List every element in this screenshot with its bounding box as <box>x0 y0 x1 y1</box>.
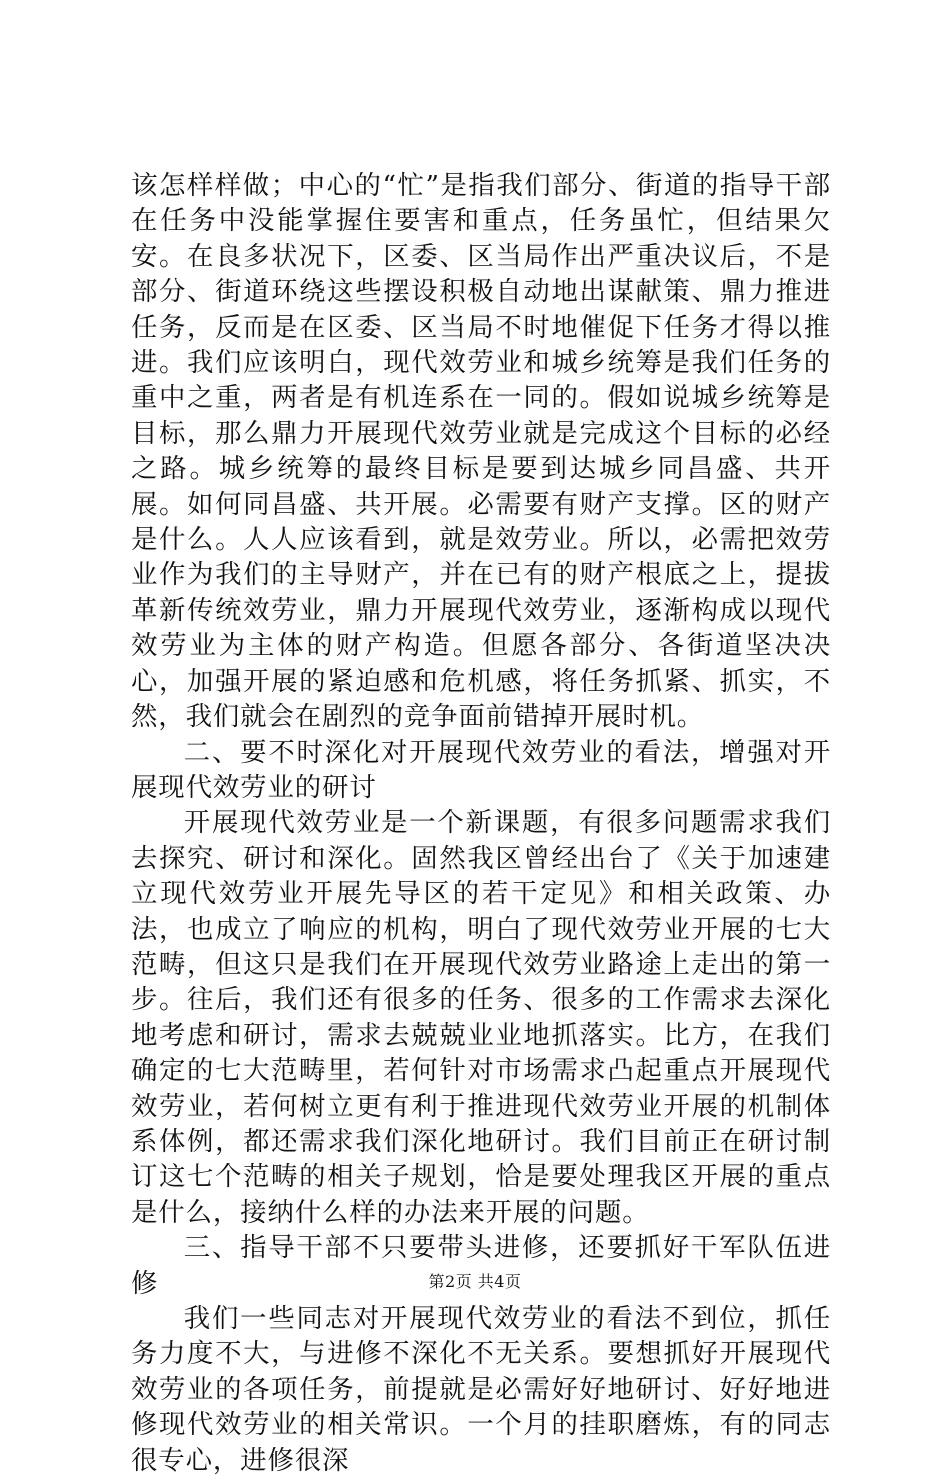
section-heading-three: 三、指导干部不只要带头进修，还要抓好干军队伍进修 <box>131 1232 831 1299</box>
paragraph-study: 我们一些同志对开展现代效劳业的看法不到位，抓任务力度不大，与进修不深化不无关系。要想抓好开展现代效劳业的各项任务，前提就是必需好好地研讨、好好地进修现代效劳业的相关常识。一个月的挂职磨炼，有的同志很专心，进修很深 <box>131 1303 831 1476</box>
section-heading-two: 二、要不时深化对开展现代效劳业的看法，增强对开展现代效劳业的研讨 <box>131 736 831 803</box>
page-number-footer: 第2页 共4页 <box>428 1272 522 1291</box>
paragraph-research: 开展现代效劳业是一个新课题，有很多问题需求我们去探究、研讨和深化。固然我区曾经出台了《关于加速建立现代效劳业开展先导区的若干定见》和相关政策、办法，也成立了响应的机构，明白了现代效劳业开展的七大范畴，但这只是我们在开展现代效劳业路途上走出的第一步。往后，我们还有很多的任务、很多的工作需求去深化地考虑和研讨，需求去兢兢业业地抓落实。比方，在我们确定的七大范畴里，若何针对市场需求凸起重点开展现代效劳业，若何树立更有利于推进现代效劳业开展的机制体系体例，都还需求我们深化地研讨。我们目前正在研讨制订这七个范畴的相关子规划，恰是要处理我区开展的重点是什么，接纳什么样的办法来开展的问题。 <box>131 807 831 1228</box>
paragraph-continuation: 该怎样样做；中心的“忙”是指我们部分、街道的指导干部在任务中没能掌握住要害和重点，任务虽忙，但结果欠安。在良多状况下，区委、区当局作出严重决议后，不是部分、街道环绕这些摆设积极自动地出谋献策、鼎力推进任务，反而是在区委、区当局不时地催促下任务才得以推进。我们应该明白，现代效劳业和城乡统筹是我们任务的重中之重，两者是有机连系在一同的。假如说城乡统筹是目标，那么鼎力开展现代效劳业就是完成这个目标的必经之路。城乡统筹的最终目标是要到达城乡同昌盛、共开展。如何同昌盛、共开展。必需要有财产支撑。区的财产是什么。人人应该看到，就是效劳业。所以，必需把效劳业作为我们的主导财产，并在已有的财产根底之上，提拔革新传统效劳业，鼎力开展现代效劳业，逐渐构成以现代效劳业为主体的财产构造。但愿各部分、各街道坚决决心，加强开展的紧迫感和危机感，将任务抓紧、抓实，不然，我们就会在剧烈的竞争面前错掉开展时机。 <box>131 170 831 733</box>
